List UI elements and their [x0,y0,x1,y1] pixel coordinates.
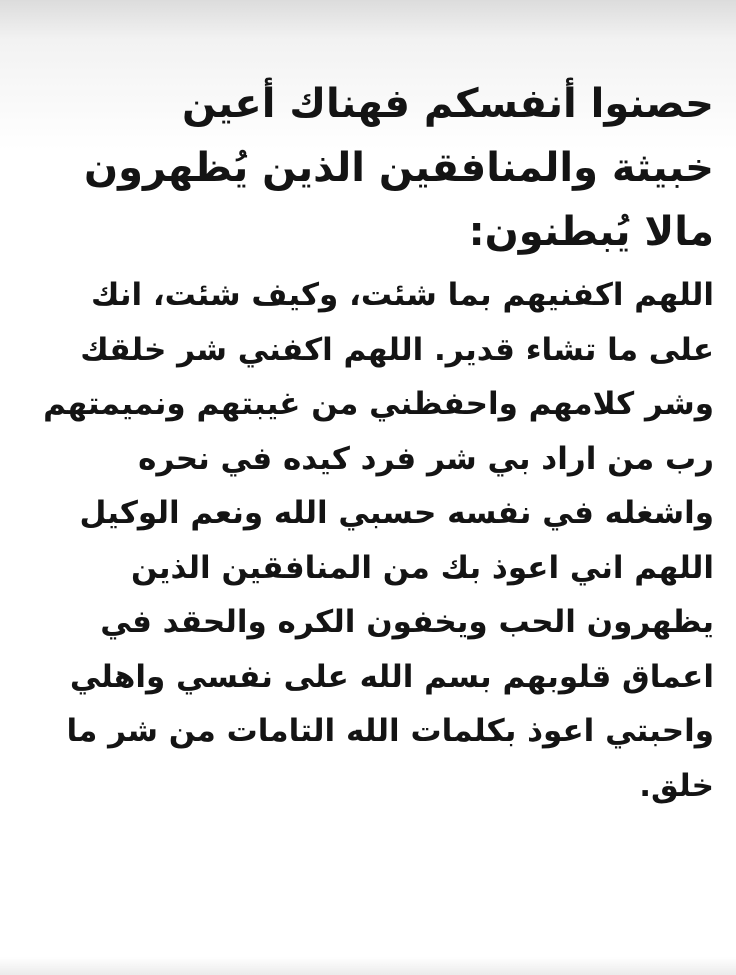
post-body [22,268,714,813]
heading-line: حصنوا أنفسكم فهناك أعين [182,81,714,127]
post-heading [22,72,714,264]
body-line: اللهم اكفنيهم بما شئت، وكيف شئت، انك [90,277,714,313]
body-line: واحبتي اعوذ بكلمات الله التامات من شر ما [66,713,714,749]
body-line: خلق. [639,767,714,804]
body-line: على ما تشاء قدير. اللهم اكفني شر خلقك [80,331,714,368]
body-line: اللهم اني اعوذ بك من المنافقين الذين [130,549,714,586]
post-content [22,72,714,813]
body-line: وشر كلامهم واحفظني من غيبتهم ونميمتهم [43,386,714,422]
heading-line: مالا يُبطنون: [468,209,714,255]
body-line: رب من اراد بي شر فرد كيده في نحره [138,440,714,477]
body-line: واشغله في نفسه حسبي الله ونعم الوكيل [79,495,714,531]
body-line: اعماق قلوبهم بسم الله على نفسي واهلي [69,658,714,695]
bottom-edge-shade [0,957,736,975]
heading-line: خبيثة والمنافقين الذين يُظهرون [83,145,714,191]
body-line: يظهرون الحب ويخفون الكره والحقد في [100,604,714,640]
